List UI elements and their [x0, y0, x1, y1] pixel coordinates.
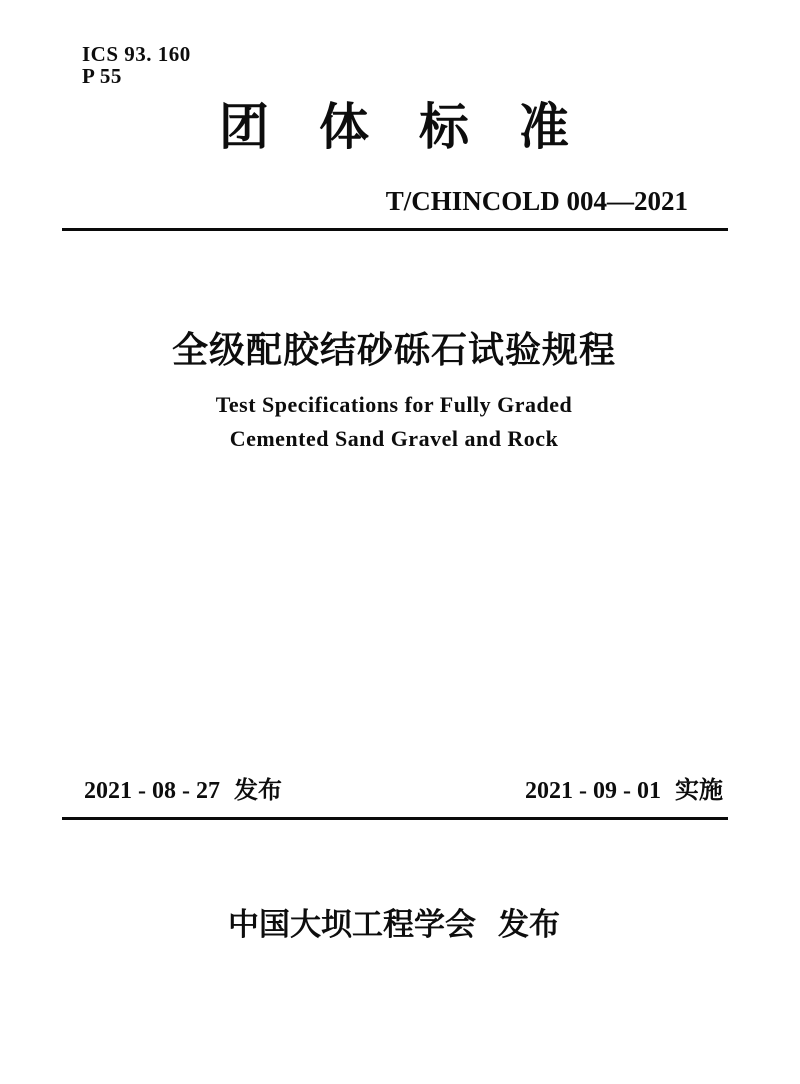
footer-rule: [62, 817, 728, 820]
classification-code: P 55: [82, 64, 122, 88]
implementation-date-line: [525, 777, 723, 806]
issue-label: 发布: [233, 777, 282, 804]
ics-code: ICS 93. 160: [82, 42, 191, 66]
implementation-label: 实施: [675, 777, 723, 804]
publisher-action: 发布: [498, 907, 560, 942]
issue-date-line: [84, 777, 282, 806]
publisher-name: 中国大坝工程学会: [228, 907, 476, 942]
title-english-line1: Test Specifications for Fully Graded: [215, 392, 573, 417]
publisher-line: [60, 906, 728, 943]
implementation-date: 2021 - 09 - 01: [525, 778, 661, 804]
title-english: [60, 388, 728, 456]
title-english-line2: Cemented Sand Gravel and Rock: [229, 426, 559, 451]
standard-type-heading: 团体标准: [219, 99, 619, 155]
issue-date: 2021 - 08 - 27: [84, 778, 220, 804]
standard-number: T/CHINCOLD 004—2021: [385, 186, 688, 216]
title-chinese: 全级配胶结砂砾石试验规程: [171, 329, 616, 370]
header-rule: [62, 228, 728, 231]
